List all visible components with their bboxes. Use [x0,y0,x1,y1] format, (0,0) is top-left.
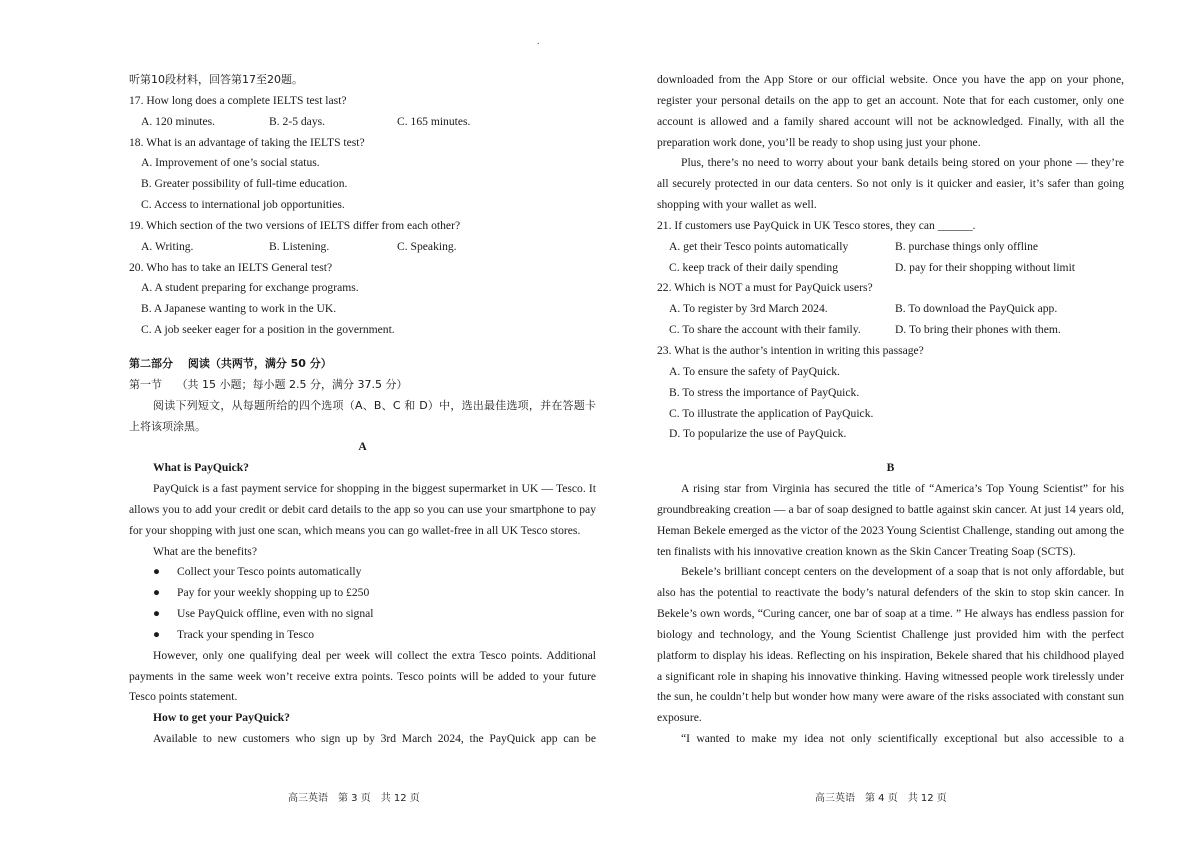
question-22-options-row [657,299,1124,320]
passage-a-label: A [358,440,367,454]
question-18: 18. What is an advantage of taking the IELTS test? [129,135,365,149]
what-is-heading: What is PayQuick? [153,461,249,475]
option: B. 2-5 days. [269,114,326,128]
benefit-item: ● Collect your Tesco points automatically [129,562,596,583]
passage-a-paragraph-1: PayQuick is a fast payment service for shopping in the biggest supermarket in UK — Tesco. It allows you to add your credit or debit card details to the app so you can use your smartphone to pay for your shopping with just one scan, which means you can go wallet-free in all UK Tesco stores. [129,482,596,537]
header-mark: . [537,36,540,47]
how-to-heading: How to get your PayQuick? [153,711,290,725]
passage-a-paragraph-3-cont: downloaded from the App Store or our official website. Once you have the app on your phone, register your personal details on the app to get an account. Note that for each customer, only one account is allowed and a family shared account will not be acknowledged. Finally, with all the preparation work done, you’ll be ready to shop using just your phone. [657,73,1124,149]
left-column [129,70,596,750]
section-one-title: 第一节 （共 15 小题；每小题 2.5 分，满分 37.5 分） [129,377,408,391]
option: A. get their Tesco points automatically [669,239,849,253]
bullet-icon: ● [153,607,161,621]
question-21-options-row [657,237,1124,258]
question-21: 21. If customers use PayQuick in UK Tesco stores, they can ______. [657,218,976,232]
benefit-item: ● Pay for your weekly shopping up to £250 [129,583,596,604]
question-22: 22. Which is NOT a must for PayQuick users? [657,281,873,295]
option: B. Listening. [269,239,330,253]
passage-b-paragraph-2: Bekele’s brilliant concept centers on the development of a soap that is not only affordable, but also has the potential to reactivate the body’s natural defenders of the skin to stop skin cancer. In Bekele’s own words, “Curing cancer, one bar of soap at a time. ” He always has endless passion for biology and technology, and the Young Scientist Challenge just provided him with the perfect platform to display his ideas. Reflecting on his inspiration, Bekele shared that his childhood played a significant role in shaping his innovative thinking. Having witnessed people work tirelessly under the sun, he couldn’t help but wonder how many were aware of the risks associated with constant sun exposure. [657,565,1124,725]
benefit-item: ● Use PayQuick offline, even with no signal [129,604,596,625]
bullet-icon: ● [153,565,161,579]
question-19: 19. Which section of the two versions of IELTS differ from each other? [129,218,461,232]
option: A. Improvement of one’s social status. [141,156,320,170]
option: B. Greater possibility of full-time education. [141,177,348,191]
bullet-icon: ● [153,627,161,641]
option: C. To share the account with their family. [669,323,861,337]
option: B. To download the PayQuick app. [895,302,1058,316]
option: C. To illustrate the application of PayQuick. [669,406,874,420]
option: B. purchase things only offline [895,239,1039,253]
option: A. Writing. [141,239,194,253]
option: C. Speaking. [397,239,457,253]
option: B. A Japanese wanting to work in the UK. [141,302,337,316]
option: A. 120 minutes. [141,114,216,128]
benefit-item: ● Track your spending in Tesco [129,625,596,646]
question-17-options [129,112,596,133]
option: C. Access to international job opportunities. [141,198,345,212]
bullet-icon: ● [153,586,161,600]
question-22-options-row [657,320,1124,341]
question-20: 20. Who has to take an IELTS General test? [129,260,333,274]
question-23: 23. What is the author’s intention in writing this passage? [657,343,924,357]
page-footer-left: 高三英语 第 3 页 共 12 页 [288,793,420,804]
question-19-options [129,237,596,258]
part-two-title: 第二部分 阅读（共两节，满分 50 分） [129,356,332,370]
passage-b-paragraph-3-start: “I wanted to make my idea not only scientifically exceptional but also accessible to a [681,732,1124,746]
option: B. To stress the importance of PayQuick. [669,385,860,399]
passage-b-label: B [886,461,895,475]
right-column [657,70,1124,750]
passage-a-paragraph-2: However, only one qualifying deal per week will collect the extra Tesco points. Additional payments in the same week won’t receive extra points. Tesco points will be added to your future Tesco points statement. [129,648,596,704]
listening-intro: 听第10段材料，回答第17至20题。 [129,73,303,86]
page-footer-right: 高三英语 第 4 页 共 12 页 [815,793,947,804]
section-one-instructions: 阅读下列短文，从每题所给的四个选项（A、B、C 和 D）中，选出最佳选项，并在答题卡上将该项涂黑。 [129,398,596,433]
option: D. pay for their shopping without limit [895,260,1076,274]
option: A. To ensure the safety of PayQuick. [669,364,840,378]
passage-a-paragraph-3-start: Available to new customers who sign up by 3rd March 2024, the PayQuick app can be [153,732,596,746]
passage-a-paragraph-4: Plus, there’s no need to worry about your bank details being stored on your phone — they’re all securely protected in our data centers. So not only is it quicker and easier, it’s safer than going shopping with your wallet as well. [657,156,1124,212]
question-17: 17. How long does a complete IELTS test last? [129,93,347,107]
option: D. To bring their phones with them. [895,323,1061,337]
option: A. To register by 3rd March 2024. [669,302,828,316]
option: C. keep track of their daily spending [669,260,839,274]
benefits-question: What are the benefits? [153,544,257,558]
question-21-options-row [657,258,1124,279]
option: D. To popularize the use of PayQuick. [669,427,847,441]
option: C. 165 minutes. [397,114,471,128]
option: C. A job seeker eager for a position in the government. [141,323,395,337]
option: A. A student preparing for exchange programs. [141,281,359,295]
passage-b-paragraph-1: A rising star from Virginia has secured the title of “America’s Top Young Scientist” for his groundbreaking creation — a bar of soap designed to battle against skin cancer. At just 14 years old, Heman Bekele emerged as the victor of the 2023 Young Scientist Challenge, standing out among the ten finalists with his innovative creation known as the Skin Cancer Treating Soap (SCTS). [657,482,1124,558]
